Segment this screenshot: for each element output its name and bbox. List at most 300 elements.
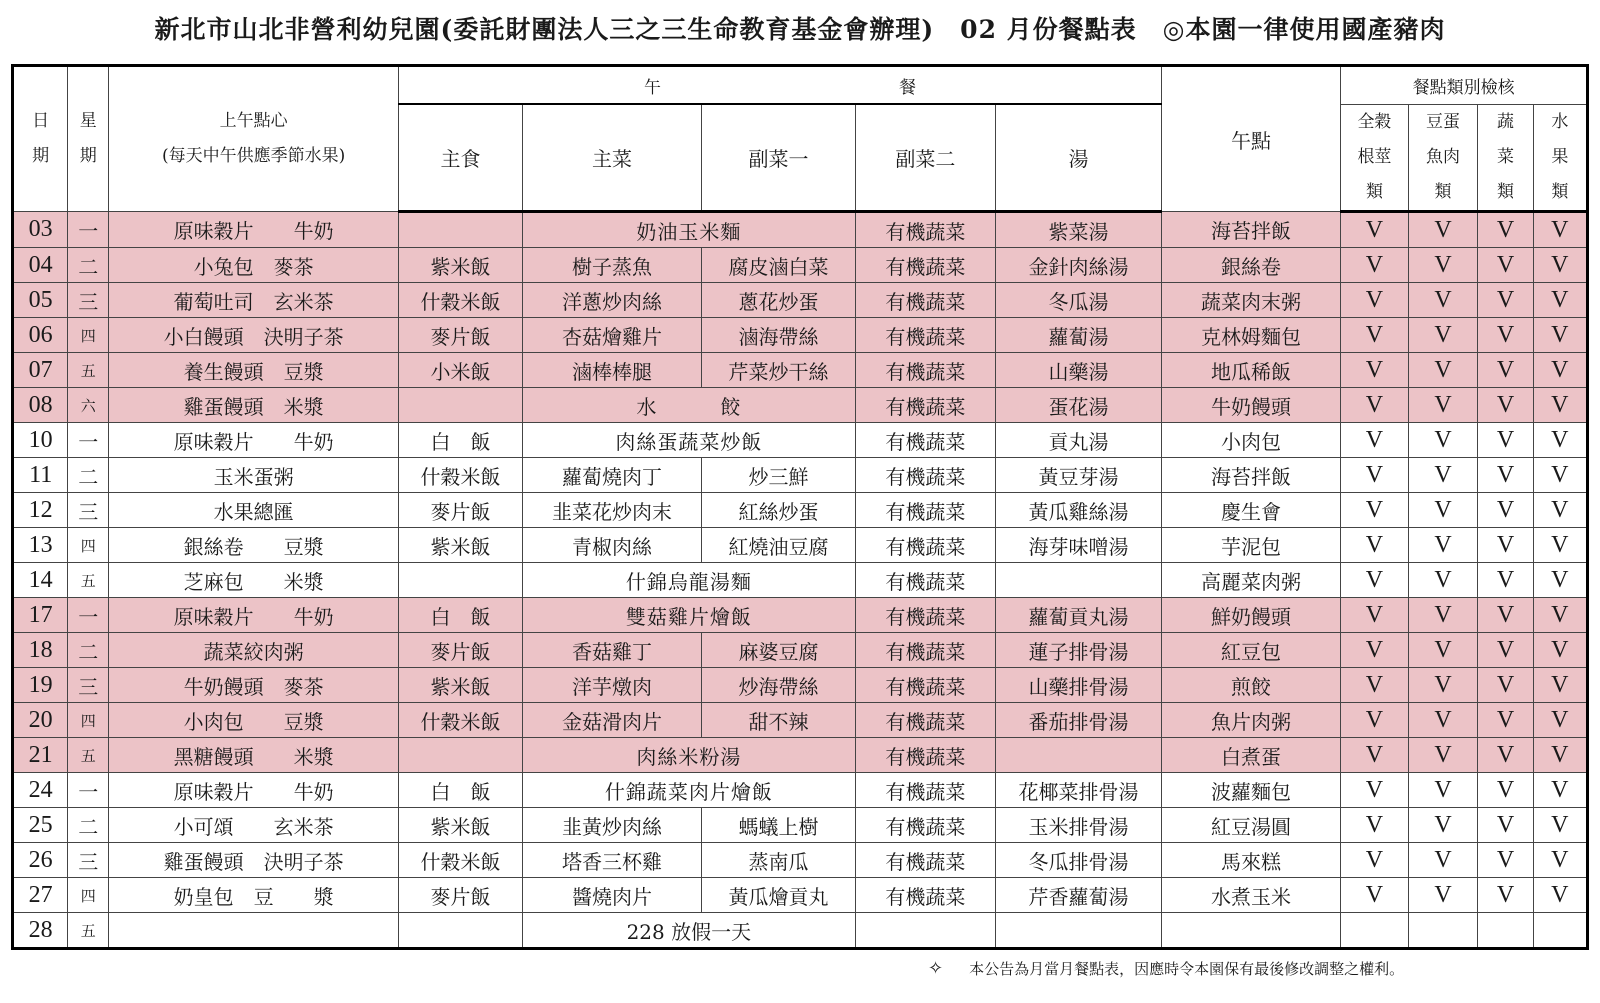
weekday-cell: 一 [68,598,109,633]
header-side-dish-2: 副菜二 [855,104,995,212]
check-mark-cell: V [1341,563,1409,598]
afternoon-snack-cell: 牛奶饅頭 [1161,388,1340,423]
check-mark-cell: V [1478,353,1533,388]
weekday-cell: 四 [68,528,109,563]
holiday-row [13,913,1588,949]
weekday-cell: 一 [68,773,109,808]
header-grains: 全穀 根莖 類 [1341,104,1409,212]
check-mark-cell: V [1478,493,1533,528]
date-cell: 05 [13,283,68,318]
weekday-cell: 三 [68,283,109,318]
check-mark-cell: V [1478,738,1533,773]
check-mark-cell: V [1533,878,1587,913]
check-mark-cell: V [1408,878,1478,913]
soup-cell: 蛋花湯 [996,388,1162,423]
meal-table-body [13,212,1588,949]
check-mark-cell: V [1408,248,1478,283]
morning-snack-cell: 葡萄吐司 玄米茶 [109,283,399,318]
weekday-cell: 一 [68,423,109,458]
staple-cell [399,388,523,423]
side-dish-2-cell: 有機蔬菜 [855,388,995,423]
check-mark-cell: V [1408,283,1478,318]
main-dish-cell: 洋蔥炒肉絲 [522,283,701,318]
main-dish-cell: 香菇雞丁 [522,633,701,668]
date-cell: 18 [13,633,68,668]
check-mark-cell: V [1478,248,1533,283]
afternoon-snack-cell: 鮮奶饅頭 [1161,598,1340,633]
weekday-cell: 二 [68,808,109,843]
side-dish-1-cell: 炒三鮮 [702,458,856,493]
weekday-cell: 三 [68,668,109,703]
side-dish-2-cell: 有機蔬菜 [855,598,995,633]
check-mark-cell: V [1533,283,1587,318]
table-row [13,353,1588,388]
title-month: 02 月份餐點表 [960,15,1137,44]
check-mark-cell: V [1408,493,1478,528]
date-cell: 28 [13,913,68,949]
check-mark-cell: V [1533,423,1587,458]
afternoon-snack-cell: 克林姆麵包 [1161,318,1340,353]
check-mark-cell: V [1341,808,1409,843]
soup-cell: 番茄排骨湯 [996,703,1162,738]
weekday-cell: 六 [68,388,109,423]
morning-snack-cell [109,913,399,949]
check-mark-cell: V [1533,808,1587,843]
check-mark-cell: V [1533,493,1587,528]
check-mark-cell: V [1408,668,1478,703]
check-mark-cell: V [1478,598,1533,633]
check-mark-cell: V [1408,388,1478,423]
lunch-merged-cell: 肉絲米粉湯 [522,738,855,773]
side-dish-1-cell: 腐皮滷白菜 [702,248,856,283]
side-dish-2-cell [855,913,995,949]
soup-cell: 黃瓜雞絲湯 [996,493,1162,528]
afternoon-snack-cell: 馬來糕 [1161,843,1340,878]
check-mark-cell: V [1533,563,1587,598]
header-category-check: 餐點類別檢核 [1341,66,1588,105]
check-mark-cell: V [1478,563,1533,598]
check-mark-cell: V [1408,353,1478,388]
check-mark-cell: V [1533,248,1587,283]
soup-cell: 紫菜湯 [996,212,1162,248]
check-mark-cell: V [1408,563,1478,598]
staple-cell: 什穀米飯 [399,843,523,878]
table-row [13,248,1588,283]
check-mark-cell: V [1341,528,1409,563]
staple-cell [399,738,523,773]
check-mark-cell: V [1408,703,1478,738]
staple-cell: 麥片飯 [399,318,523,353]
date-cell: 12 [13,493,68,528]
lunch-merged-cell: 什錦烏龍湯麵 [522,563,855,598]
morning-snack-cell: 養生饅頭 豆漿 [109,353,399,388]
side-dish-2-cell: 有機蔬菜 [855,212,995,248]
footer-text: 本公告為月當月餐點表，因應時令本園保有最後修改調整之權利。 [969,960,1405,978]
check-mark-cell: V [1533,843,1587,878]
date-cell: 17 [13,598,68,633]
soup-cell: 蘿蔔湯 [996,318,1162,353]
table-row [13,388,1588,423]
afternoon-snack-cell: 魚片肉粥 [1161,703,1340,738]
staple-cell: 什穀米飯 [399,703,523,738]
weekday-cell: 四 [68,703,109,738]
header-staple: 主食 [399,104,523,212]
check-mark-cell: V [1478,283,1533,318]
table-row [13,458,1588,493]
check-mark-cell: V [1408,633,1478,668]
morning-snack-cell: 牛奶饅頭 麥茶 [109,668,399,703]
check-mark-cell: V [1341,318,1409,353]
check-mark-cell: V [1341,668,1409,703]
weekday-cell: 五 [68,353,109,388]
morning-snack-cell: 小白饅頭 決明子茶 [109,318,399,353]
check-mark-cell: V [1478,212,1533,248]
main-dish-merged-cell: 雙菇雞片燴飯 [522,598,855,633]
side-dish-1-cell: 黃瓜燴貢丸 [702,878,856,913]
check-mark-cell: V [1478,703,1533,738]
side-dish-1-cell: 紅絲炒蛋 [702,493,856,528]
date-cell: 26 [13,843,68,878]
date-cell: 19 [13,668,68,703]
check-mark-cell: V [1341,212,1409,248]
weekday-cell: 五 [68,913,109,949]
weekday-cell: 三 [68,493,109,528]
check-mark-cell: V [1341,283,1409,318]
holiday-text-cell: 228 放假一天 [522,913,855,949]
staple-cell [399,212,523,248]
morning-snack-cell: 水果總匯 [109,493,399,528]
side-dish-1-cell: 甜不辣 [702,703,856,738]
soup-cell [996,738,1162,773]
staple-cell: 麥片飯 [399,633,523,668]
soup-cell: 玉米排骨湯 [996,808,1162,843]
check-mark-cell: V [1478,388,1533,423]
weekday-cell: 一 [68,212,109,248]
afternoon-snack-cell: 慶生會 [1161,493,1340,528]
check-mark-cell: V [1478,318,1533,353]
table-row [13,633,1588,668]
check-mark-cell: V [1341,878,1409,913]
side-dish-1-cell: 麻婆豆腐 [702,633,856,668]
main-dish-cell: 樹子蒸魚 [522,248,701,283]
soup-cell: 花椰菜排骨湯 [996,773,1162,808]
check-mark-cell: V [1533,528,1587,563]
check-mark-cell: V [1408,773,1478,808]
table-row [13,528,1588,563]
check-mark-cell: V [1341,843,1409,878]
staple-cell: 白 飯 [399,423,523,458]
lunch-merged-cell: 水 餃 [522,388,855,423]
morning-snack-cell: 小可頌 玄米茶 [109,808,399,843]
check-mark-cell: V [1408,528,1478,563]
check-mark-cell: V [1478,458,1533,493]
date-cell: 07 [13,353,68,388]
weekday-cell: 四 [68,318,109,353]
check-mark-cell: V [1478,668,1533,703]
morning-snack-cell: 蔬菜絞肉粥 [109,633,399,668]
check-mark-cell: V [1341,353,1409,388]
date-cell: 25 [13,808,68,843]
staple-cell [399,563,523,598]
weekday-cell: 二 [68,458,109,493]
side-dish-2-cell: 有機蔬菜 [855,563,995,598]
morning-snack-cell: 玉米蛋粥 [109,458,399,493]
header-vegetables: 蔬 菜 類 [1478,104,1533,212]
date-cell: 03 [13,212,68,248]
date-cell: 08 [13,388,68,423]
soup-cell [996,913,1162,949]
afternoon-snack-cell: 地瓜稀飯 [1161,353,1340,388]
side-dish-2-cell: 有機蔬菜 [855,843,995,878]
table-row [13,423,1588,458]
header-fruit: 水 果 類 [1533,104,1587,212]
morning-snack-cell: 原味穀片 牛奶 [109,212,399,248]
side-dish-2-cell: 有機蔬菜 [855,878,995,913]
table-row [13,493,1588,528]
morning-snack-cell: 原味穀片 牛奶 [109,773,399,808]
afternoon-snack-cell: 白煮蛋 [1161,738,1340,773]
soup-cell: 黃豆芽湯 [996,458,1162,493]
morning-snack-cell: 奶皇包 豆 漿 [109,878,399,913]
weekday-cell: 四 [68,878,109,913]
check-mark-cell: V [1533,388,1587,423]
title-main: 新北市山北非營利幼兒園(委託財團法人三之三生命教育基金會辦理) [154,15,935,44]
staple-cell: 紫米飯 [399,528,523,563]
table-row [13,668,1588,703]
check-mark-cell [1533,913,1587,949]
staple-cell: 麥片飯 [399,878,523,913]
table-row [13,563,1588,598]
date-cell: 10 [13,423,68,458]
check-mark-cell: V [1533,633,1587,668]
date-cell: 11 [13,458,68,493]
check-mark-cell: V [1341,773,1409,808]
table-row [13,773,1588,808]
date-cell: 20 [13,703,68,738]
check-mark-cell: V [1533,458,1587,493]
sparkle-icon: ✧ [928,958,944,979]
check-mark-cell: V [1478,528,1533,563]
soup-cell: 芹香蘿蔔湯 [996,878,1162,913]
side-dish-1-cell: 螞蟻上樹 [702,808,856,843]
weekday-cell: 二 [68,248,109,283]
check-mark-cell: V [1533,353,1587,388]
date-cell: 04 [13,248,68,283]
afternoon-snack-cell [1161,913,1340,949]
staple-cell: 什穀米飯 [399,458,523,493]
check-mark-cell: V [1408,738,1478,773]
check-mark-cell: V [1533,212,1587,248]
morning-snack-cell: 芝麻包 米漿 [109,563,399,598]
morning-snack-cell: 小肉包 豆漿 [109,703,399,738]
date-cell: 14 [13,563,68,598]
staple-cell [399,913,523,949]
staple-cell: 麥片飯 [399,493,523,528]
main-dish-cell: 醬燒肉片 [522,878,701,913]
table-row [13,212,1588,248]
afternoon-snack-cell: 小肉包 [1161,423,1340,458]
side-dish-1-cell: 蒸南瓜 [702,843,856,878]
side-dish-1-cell: 炒海帶絲 [702,668,856,703]
main-dish-cell: 杏菇燴雞片 [522,318,701,353]
table-row [13,878,1588,913]
check-mark-cell: V [1478,773,1533,808]
main-dish-cell: 韭黃炒肉絲 [522,808,701,843]
staple-cell: 紫米飯 [399,808,523,843]
side-dish-2-cell: 有機蔬菜 [855,283,995,318]
soup-cell: 山藥湯 [996,353,1162,388]
check-mark-cell: V [1478,423,1533,458]
header-soup: 湯 [996,104,1162,212]
check-mark-cell: V [1408,808,1478,843]
afternoon-snack-cell: 紅豆包 [1161,633,1340,668]
staple-cell: 白 飯 [399,773,523,808]
meal-table [11,64,1589,950]
check-mark-cell [1408,913,1478,949]
table-row [13,318,1588,353]
table-row [13,283,1588,318]
soup-cell: 冬瓜排骨湯 [996,843,1162,878]
weekday-cell: 三 [68,843,109,878]
header-week: 星 期 [68,66,109,212]
weekday-cell: 二 [68,633,109,668]
side-dish-2-cell: 有機蔬菜 [855,668,995,703]
soup-cell: 金針肉絲湯 [996,248,1162,283]
morning-snack-cell: 雞蛋饅頭 決明子茶 [109,843,399,878]
date-cell: 27 [13,878,68,913]
date-cell: 24 [13,773,68,808]
check-mark-cell: V [1533,598,1587,633]
date-cell: 21 [13,738,68,773]
side-dish-2-cell: 有機蔬菜 [855,773,995,808]
check-mark-cell: V [1341,738,1409,773]
table-row [13,843,1588,878]
side-dish-2-cell: 有機蔬菜 [855,423,995,458]
header-afternoon-snack: 午點 [1161,66,1340,212]
morning-snack-cell: 原味穀片 牛奶 [109,598,399,633]
check-mark-cell: V [1478,843,1533,878]
soup-cell: 海芽味噌湯 [996,528,1162,563]
side-dish-1-cell: 滷海帶絲 [702,318,856,353]
check-mark-cell [1341,913,1409,949]
afternoon-snack-cell: 波蘿麵包 [1161,773,1340,808]
check-mark-cell: V [1478,633,1533,668]
main-dish-cell: 蘿蔔燒肉丁 [522,458,701,493]
side-dish-2-cell: 有機蔬菜 [855,633,995,668]
check-mark-cell: V [1408,458,1478,493]
staple-cell: 紫米飯 [399,248,523,283]
title-note: ◎本園一律使用國產豬肉 [1162,15,1446,44]
afternoon-snack-cell: 紅豆湯圓 [1161,808,1340,843]
check-mark-cell: V [1341,703,1409,738]
date-cell: 13 [13,528,68,563]
page-title [0,10,1600,46]
header-morning-snack: 上午點心 (每天中午供應季節水果) [109,66,399,212]
check-mark-cell: V [1341,248,1409,283]
check-mark-cell: V [1533,318,1587,353]
staple-cell: 小米飯 [399,353,523,388]
afternoon-snack-cell: 海苔拌飯 [1161,212,1340,248]
afternoon-snack-cell: 煎餃 [1161,668,1340,703]
soup-cell: 貢丸湯 [996,423,1162,458]
header-side-dish-1: 副菜一 [702,104,856,212]
afternoon-snack-cell: 蔬菜肉末粥 [1161,283,1340,318]
main-dish-cell: 金菇滑肉片 [522,703,701,738]
footer-note [928,958,1404,979]
check-mark-cell [1478,913,1533,949]
header-row-1 [13,66,1588,105]
morning-snack-cell: 小兔包 麥茶 [109,248,399,283]
check-mark-cell: V [1341,633,1409,668]
table-row [13,598,1588,633]
side-dish-1-cell: 蔥花炒蛋 [702,283,856,318]
check-mark-cell: V [1341,388,1409,423]
check-mark-cell: V [1408,318,1478,353]
side-dish-2-cell: 有機蔬菜 [855,703,995,738]
check-mark-cell: V [1341,423,1409,458]
date-cell: 06 [13,318,68,353]
check-mark-cell: V [1533,738,1587,773]
afternoon-snack-cell: 水煮玉米 [1161,878,1340,913]
side-dish-1-cell: 紅燒油豆腐 [702,528,856,563]
check-mark-cell: V [1533,703,1587,738]
side-dish-2-cell: 有機蔬菜 [855,458,995,493]
soup-cell: 冬瓜湯 [996,283,1162,318]
staple-cell: 白 飯 [399,598,523,633]
check-mark-cell: V [1341,493,1409,528]
table-row [13,703,1588,738]
side-dish-2-cell: 有機蔬菜 [855,493,995,528]
check-mark-cell: V [1341,598,1409,633]
header-lunch: 午 餐 [399,66,1162,105]
main-dish-cell: 青椒肉絲 [522,528,701,563]
check-mark-cell: V [1408,598,1478,633]
table-row [13,808,1588,843]
morning-snack-cell: 黑糖饅頭 米漿 [109,738,399,773]
weekday-cell: 五 [68,738,109,773]
staple-cell: 紫米飯 [399,668,523,703]
main-dish-cell: 韭菜花炒肉末 [522,493,701,528]
side-dish-2-cell: 有機蔬菜 [855,808,995,843]
main-dish-merged-cell: 肉絲蛋蔬菜炒飯 [522,423,855,458]
main-dish-cell: 洋芋燉肉 [522,668,701,703]
side-dish-2-cell: 有機蔬菜 [855,318,995,353]
table-row [13,738,1588,773]
header-main-dish: 主菜 [522,104,701,212]
main-dish-merged-cell: 什錦蔬菜肉片燴飯 [522,773,855,808]
header-date: 日 期 [13,66,68,212]
side-dish-1-cell: 芹菜炒干絲 [702,353,856,388]
main-dish-cell: 塔香三杯雞 [522,843,701,878]
check-mark-cell: V [1478,808,1533,843]
check-mark-cell: V [1341,458,1409,493]
main-dish-cell: 滷棒棒腿 [522,353,701,388]
header-protein: 豆蛋 魚肉 類 [1408,104,1478,212]
check-mark-cell: V [1408,423,1478,458]
check-mark-cell: V [1408,843,1478,878]
morning-snack-cell: 雞蛋饅頭 米漿 [109,388,399,423]
afternoon-snack-cell: 海苔拌飯 [1161,458,1340,493]
soup-cell [996,563,1162,598]
soup-cell: 蘿蔔貢丸湯 [996,598,1162,633]
afternoon-snack-cell: 芋泥包 [1161,528,1340,563]
staple-cell: 什穀米飯 [399,283,523,318]
side-dish-2-cell: 有機蔬菜 [855,353,995,388]
morning-snack-cell: 銀絲卷 豆漿 [109,528,399,563]
side-dish-2-cell: 有機蔬菜 [855,738,995,773]
soup-cell: 蓮子排骨湯 [996,633,1162,668]
afternoon-snack-cell: 高麗菜肉粥 [1161,563,1340,598]
